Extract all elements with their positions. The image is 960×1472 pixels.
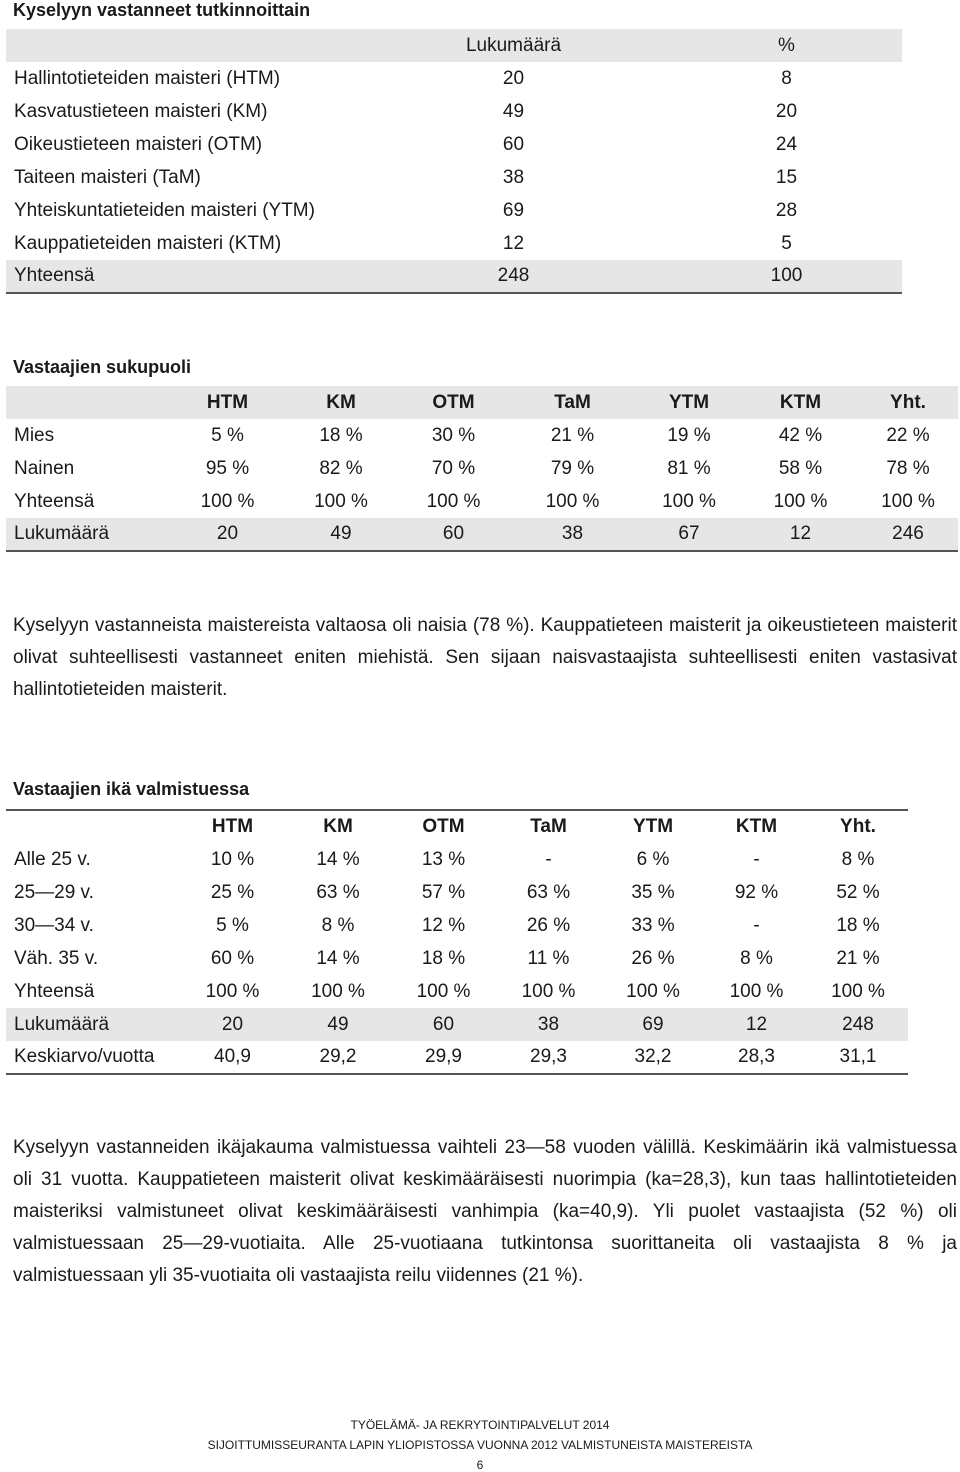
degrees-table-row xyxy=(6,227,902,260)
cell: 20 xyxy=(216,523,239,544)
row-label: Keskiarvo/vuotta xyxy=(14,1046,155,1067)
degrees-table xyxy=(6,29,902,294)
section-title-age: Vastaajien ikä valmistuessa xyxy=(13,779,250,799)
section-title-degrees: Kyselyyn vastanneet tutkinnoittain xyxy=(13,0,311,20)
row-label: Yhteensä xyxy=(14,980,95,1002)
cell: 31,1 xyxy=(839,1046,877,1067)
cell: 42 % xyxy=(778,424,823,446)
row-label: Kauppatieteiden maisteri (KTM) xyxy=(14,232,282,254)
age-table-row xyxy=(6,876,908,909)
cell: OTM xyxy=(432,391,475,413)
cell: 49 xyxy=(502,100,525,122)
cell: TaM xyxy=(530,816,567,837)
cell: 25 % xyxy=(210,881,255,903)
cell: 6 % xyxy=(636,848,670,870)
cell: 21 % xyxy=(550,424,595,446)
cell: 81 % xyxy=(667,457,711,479)
row-label: Yhteensä xyxy=(14,490,95,512)
age-table-row xyxy=(6,942,908,975)
cell: YTM xyxy=(668,391,710,413)
row-label: Väh. 35 v. xyxy=(14,947,99,969)
gender-table-header xyxy=(6,386,958,419)
cell: 49 xyxy=(330,523,352,544)
row-label xyxy=(6,810,180,843)
age-table-count xyxy=(6,1008,908,1041)
gender-table-row xyxy=(6,452,958,485)
cell: Yht. xyxy=(890,391,926,413)
gender-table xyxy=(6,386,958,552)
cell: 24 xyxy=(775,133,798,155)
cell: 12 xyxy=(745,1013,768,1035)
cell: 8 % xyxy=(740,947,773,969)
cell: 28 xyxy=(775,199,798,221)
row-label: Hallintotieteiden maisteri (HTM) xyxy=(14,67,281,89)
page-number: 6 xyxy=(476,1458,484,1472)
cell: 29,2 xyxy=(319,1046,357,1067)
cell: TaM xyxy=(554,391,591,413)
cell: - xyxy=(753,914,760,936)
cell: 100 % xyxy=(729,980,784,1002)
cell: 26 % xyxy=(526,914,571,936)
cell: 248 xyxy=(497,265,530,286)
cell: 60 % xyxy=(210,947,255,969)
cell: 69 xyxy=(642,1013,664,1035)
header-cell xyxy=(6,29,416,62)
footer-line-1: TYÖELÄMÄ- JA REKRYTOINTIPALVELUT 2014 xyxy=(350,1418,610,1432)
cell: KTM xyxy=(779,391,822,413)
cell: 100 % xyxy=(521,980,576,1002)
cell: 100 % xyxy=(773,490,828,512)
cell: HTM xyxy=(206,391,249,413)
cell: 100 % xyxy=(626,980,680,1002)
paragraph-gender: Kyselyyn vastanneista maistereista valtaosa oli naisia (78 %). Kauppatieteen maisterit ja oikeustieteen maisterit olivat suhteellisesti vastanneet eniten miehistä. Sen sijaan naisvastaajista suhteellisesti eniten vastasivat hallintotieteiden maisterit. xyxy=(13,615,957,700)
cell: 38 xyxy=(537,1013,560,1035)
cell: 67 xyxy=(678,523,700,544)
cell: 35 % xyxy=(631,881,675,903)
cell: 100 % xyxy=(314,490,368,512)
cell: 5 % xyxy=(211,424,244,446)
cell: 21 % xyxy=(836,947,880,969)
gender-table-count xyxy=(6,518,958,551)
cell: 12 % xyxy=(421,914,466,936)
cell: 18 % xyxy=(319,424,363,446)
cell: - xyxy=(753,848,760,870)
cell: 38 xyxy=(561,523,584,544)
row-label: Mies xyxy=(14,424,55,446)
cell: 60 xyxy=(502,133,525,155)
cell: 5 xyxy=(781,232,792,254)
cell: 14 % xyxy=(316,848,360,870)
row-label: Kasvatustieteen maisteri (KM) xyxy=(14,100,268,122)
cell: KTM xyxy=(735,816,778,837)
row-label: Oikeustieteen maisteri (OTM) xyxy=(14,133,263,155)
cell: 60 xyxy=(442,523,465,544)
cell: 69 xyxy=(502,199,525,221)
cell: 20 xyxy=(775,100,798,122)
cell: Yht. xyxy=(840,816,876,837)
row-label: Yhteiskuntatieteiden maisteri (YTM) xyxy=(14,199,315,221)
cell: 248 xyxy=(842,1013,874,1035)
cell: 14 % xyxy=(316,947,360,969)
cell: 10 % xyxy=(210,848,255,870)
cell: 246 xyxy=(892,523,924,544)
cell: 15 xyxy=(775,166,798,188)
cell: 8 % xyxy=(841,848,875,870)
cell: OTM xyxy=(422,816,465,837)
cell: KM xyxy=(326,391,356,413)
cell: 26 % xyxy=(631,947,675,969)
row-label xyxy=(6,386,170,419)
cell: 20 xyxy=(221,1013,244,1035)
row-label: Nainen xyxy=(14,457,75,479)
cell: 13 % xyxy=(421,848,466,870)
cell: 100 % xyxy=(426,490,481,512)
cell: 70 % xyxy=(431,457,476,479)
cell: 100 % xyxy=(545,490,600,512)
cell: 100 % xyxy=(416,980,471,1002)
age-table-row xyxy=(6,909,908,942)
cell: 12 xyxy=(789,523,812,544)
degrees-table-row xyxy=(6,62,902,95)
cell: 100 % xyxy=(881,490,935,512)
cell: 22 % xyxy=(886,424,930,446)
degrees-table-total xyxy=(6,260,902,293)
age-table-header xyxy=(6,810,908,843)
paragraph-age: Kyselyyn vastanneiden ikäjakauma valmistuessa vaihteli 23—58 vuoden välillä. Keskimäärin ikä valmistuessa oli 31 vuotta. Kauppatieteen maisterit olivat keskimääräisesti nuorimpia (ka=28,3), kun taas hallintotieteiden maisteriksi valmistuneet olivat keskimääräisesti vanhimpia (ka=40,9). Yli puolet vastaajista (52 %) oli valmistuessaan 25—29-vuotiaita. Alle 25-vuotiaana tutkintonsa suorittaneita oli vastaajista 8 % ja valmistuessaan yli 35-vuotiaita oli vastaajista reilu viidennes (21 %). xyxy=(13,1137,957,1286)
degrees-table-row xyxy=(6,95,902,128)
cell: 8 xyxy=(781,67,792,89)
age-table-row xyxy=(6,975,908,1008)
cell: 100 xyxy=(770,265,803,286)
cell: 32,2 xyxy=(634,1046,672,1067)
cell: 29,3 xyxy=(530,1046,567,1067)
cell: 49 xyxy=(327,1013,349,1035)
row-label: 25—29 v. xyxy=(14,881,94,903)
cell: 52 % xyxy=(836,881,880,903)
cell: 20 xyxy=(502,67,525,89)
cell: 95 % xyxy=(205,457,250,479)
gender-table-row xyxy=(6,419,958,452)
footer-line-2: SIJOITTUMISSEURANTA LAPIN YLIOPISTOSSA VUONNA 2012 VALMISTUNEISTA MAISTEREISTA xyxy=(207,1438,753,1452)
cell: HTM xyxy=(211,816,254,837)
cell: 100 % xyxy=(662,490,716,512)
header-percent: % xyxy=(778,34,795,56)
cell: 100 % xyxy=(205,980,260,1002)
cell: 100 % xyxy=(831,980,885,1002)
cell: 100 % xyxy=(311,980,365,1002)
cell: 79 % xyxy=(550,457,595,479)
cell: 92 % xyxy=(734,881,779,903)
age-table xyxy=(6,809,908,1075)
cell: 63 % xyxy=(526,881,571,903)
row-label: Lukumäärä xyxy=(14,1013,110,1035)
cell: 8 % xyxy=(321,914,355,936)
gender-table-row xyxy=(6,485,958,518)
cell: 82 % xyxy=(319,457,363,479)
cell: 29,9 xyxy=(425,1046,462,1067)
cell: 57 % xyxy=(421,881,466,903)
cell: 18 % xyxy=(836,914,880,936)
cell: 100 % xyxy=(200,490,255,512)
cell: 19 % xyxy=(667,424,711,446)
cell: 78 % xyxy=(886,457,930,479)
age-table-row xyxy=(6,843,908,876)
row-label: Taiteen maisteri (TaM) xyxy=(14,166,201,188)
degrees-table-row xyxy=(6,194,902,227)
cell: KM xyxy=(323,816,353,837)
header-count: Lukumäärä xyxy=(465,34,562,56)
cell: 40,9 xyxy=(214,1046,251,1067)
row-label: Alle 25 v. xyxy=(14,848,91,870)
cell: 38 xyxy=(502,166,525,188)
cell: YTM xyxy=(632,816,674,837)
age-table-mean xyxy=(6,1041,908,1074)
row-label: 30—34 v. xyxy=(14,914,94,936)
degrees-table-header xyxy=(6,29,902,62)
cell: 12 xyxy=(502,232,525,254)
degrees-table-row xyxy=(6,161,902,194)
row-label: Lukumäärä xyxy=(14,523,110,544)
cell: 63 % xyxy=(316,881,360,903)
cell: 60 xyxy=(432,1013,455,1035)
section-title-gender: Vastaajien sukupuoli xyxy=(13,357,192,377)
cell: 28,3 xyxy=(738,1046,775,1067)
cell: 18 % xyxy=(421,947,466,969)
row-label: Yhteensä xyxy=(14,265,95,286)
cell: - xyxy=(545,848,552,870)
cell: 11 % xyxy=(527,947,570,969)
degrees-table-row xyxy=(6,128,902,161)
cell: 33 % xyxy=(631,914,675,936)
cell: 58 % xyxy=(778,457,823,479)
cell: 5 % xyxy=(216,914,249,936)
cell: 30 % xyxy=(431,424,476,446)
